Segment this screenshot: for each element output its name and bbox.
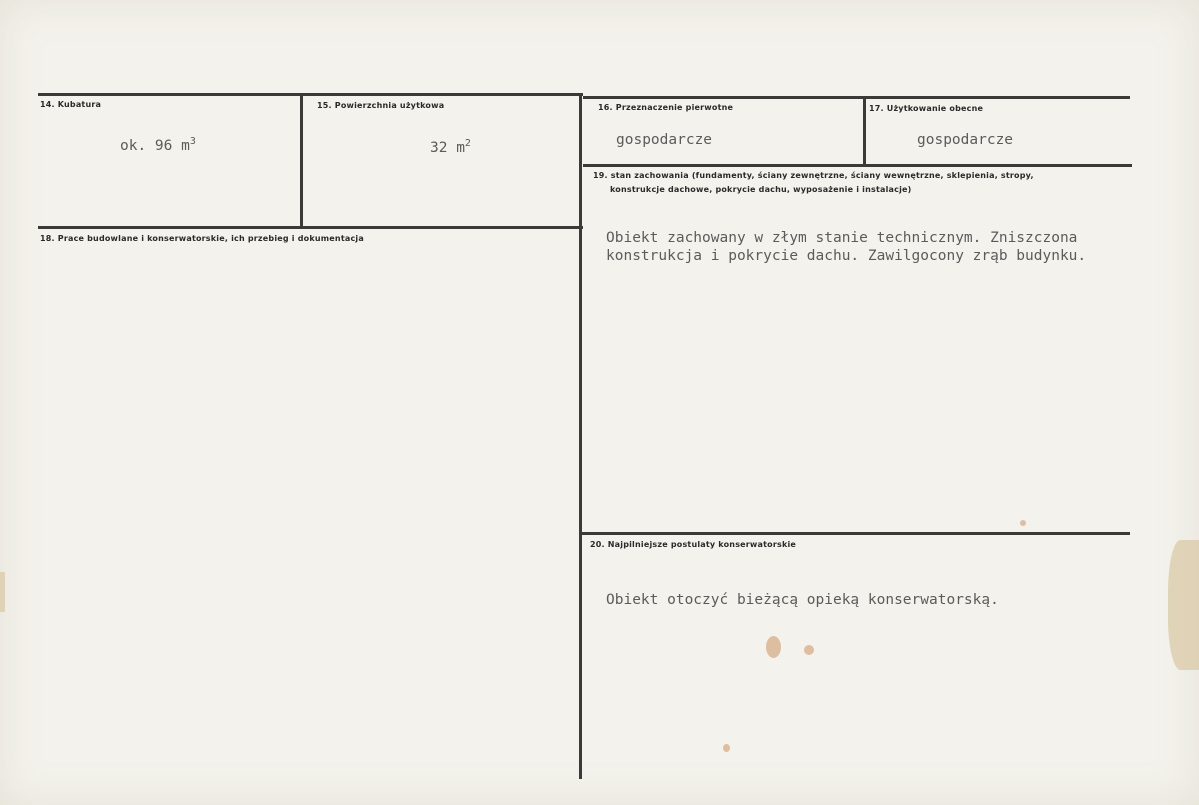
stain-dot-2 (723, 744, 730, 752)
field-16-label: 16. Przeznaczenie pierwotne (598, 103, 734, 112)
stain-dot (1020, 520, 1026, 526)
field-14-value-text: ok. 96 m (120, 138, 190, 154)
field-19-label-line-1: 19. stan zachowania (fundamenty, ściany zewnętrzne, ściany wewnętrzne, sklepienia, stropy, (593, 171, 1034, 180)
paper-edge-stain-left (0, 572, 5, 612)
divider-main (579, 93, 582, 779)
divider-16-17 (863, 96, 866, 166)
field-20-label: 20. Najpilniejsze postulaty konserwatorskie (590, 540, 797, 549)
rule-19-bottom (581, 532, 1130, 535)
stain-mark (766, 636, 781, 658)
field-14-value (120, 136, 196, 154)
field-20-value: Obiekt otoczyć bieżącą opieką konserwatorską. (606, 592, 999, 608)
divider-14-15 (300, 93, 303, 229)
field-19-value-line-2: konstrukcja i pokrycie dachu. Zawilgocony zrąb budynku. (606, 248, 1087, 264)
field-15-value (430, 138, 471, 156)
field-19-value-line-1: Obiekt zachowany w złym stanie technicznym. Zniszczona (606, 230, 1078, 246)
field-17-value: gospodarcze (917, 132, 1014, 148)
field-17-label: 17. Użytkowanie obecne (869, 104, 984, 113)
field-14-label: 14. Kubatura (40, 100, 102, 109)
field-19-label-line-2: konstrukcje dachowe, pokrycie dachu, wyposażenie i instalacje) (610, 185, 912, 194)
field-18-label: 18. Prace budowlane i konserwatorskie, ich przebieg i dokumentacja (40, 234, 364, 243)
field-15-value-text: 32 m (430, 140, 465, 156)
rule-14-15-bottom (38, 226, 583, 229)
field-14-value-exponent: 3 (189, 136, 196, 147)
field-16-value: gospodarcze (616, 132, 713, 148)
rule-top-left (38, 93, 583, 96)
field-15-label: 15. Powierzchnia użytkowa (317, 101, 445, 110)
rule-16-17-bottom (583, 164, 1132, 167)
stain-mark-small (804, 645, 814, 655)
field-15-value-exponent: 2 (464, 138, 471, 149)
rule-top-right (583, 96, 1130, 99)
paper-edge-stain (1168, 540, 1199, 670)
